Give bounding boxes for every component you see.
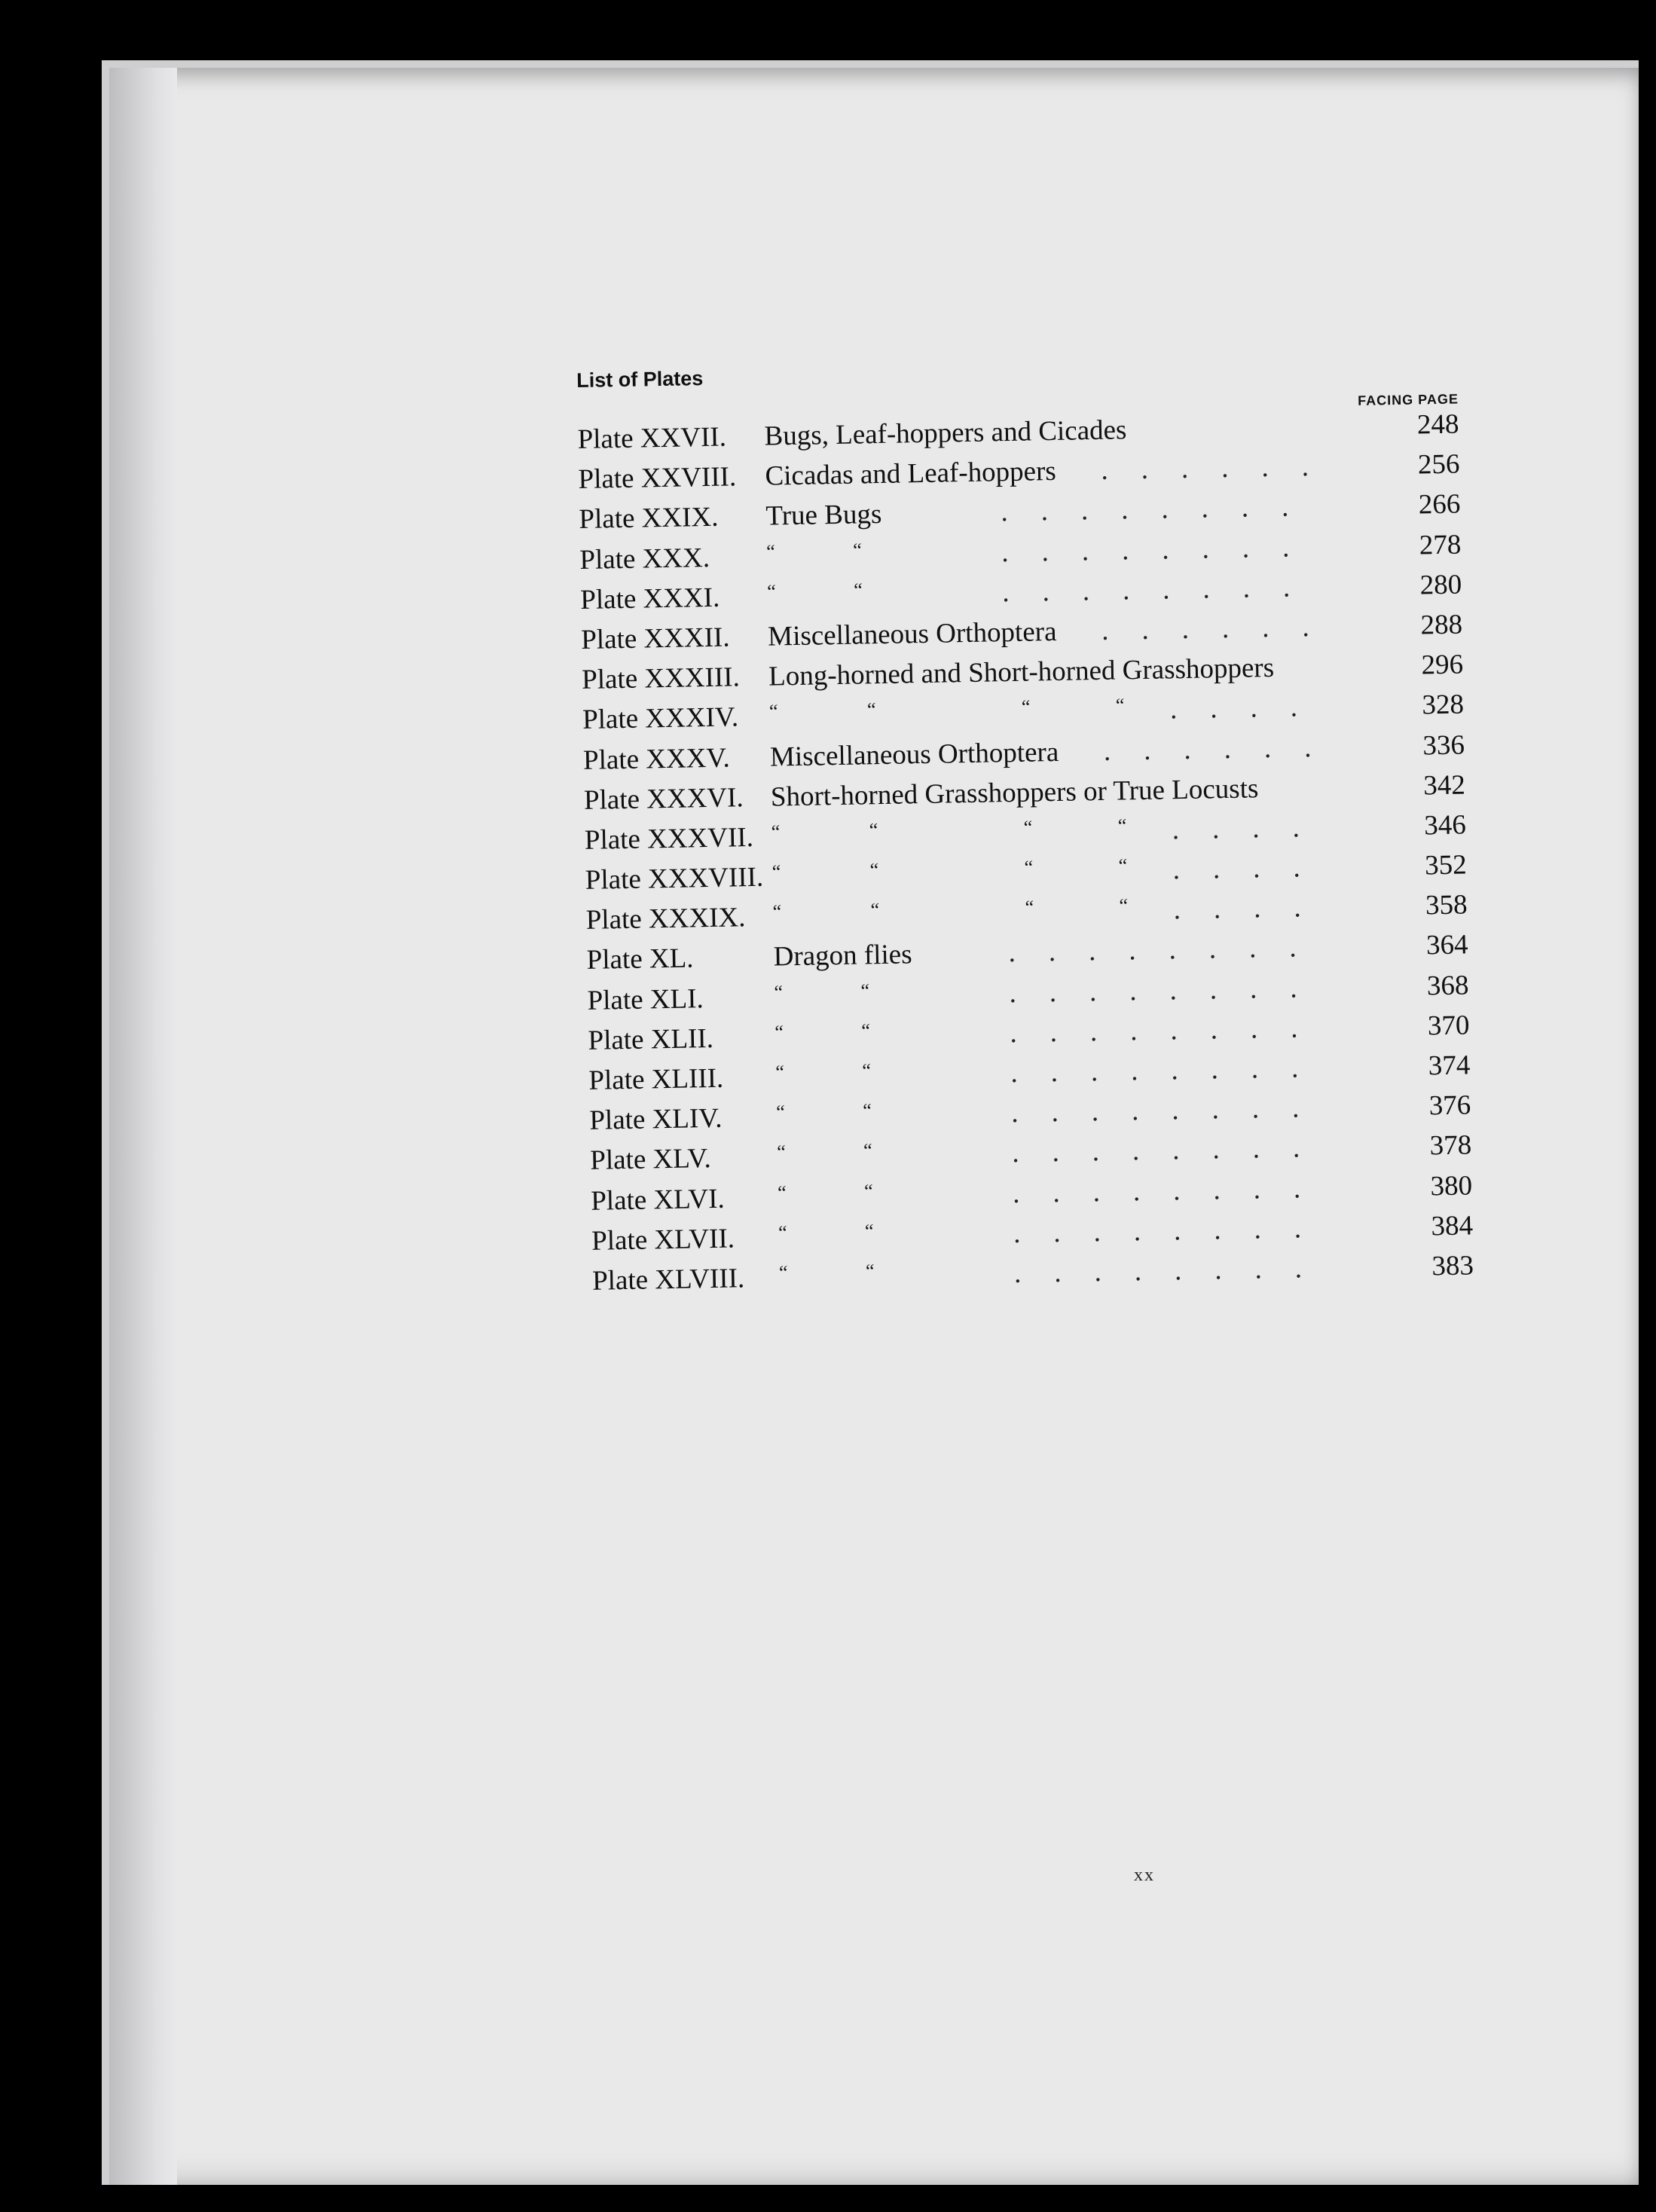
dot-leader: ........ [1013, 1252, 1336, 1289]
dot-leader: ........ [1011, 1132, 1334, 1169]
plate-number: Plate XXXVIII. [585, 861, 764, 896]
plate-number: Plate XLI. [587, 982, 704, 1016]
facing-page-number: 358 [1425, 889, 1468, 921]
dot-leader: ...... [1101, 611, 1343, 646]
list-of-plates [576, 352, 1556, 1297]
facing-page-number: 352 [1424, 849, 1468, 881]
facing-page-number: 374 [1428, 1049, 1471, 1082]
plate-number: Plate XXXIII. [581, 661, 741, 696]
plate-number: Plate XLVI. [590, 1183, 726, 1217]
ditto-mark: “ [1024, 856, 1034, 878]
ditto-mark: “ [1115, 694, 1125, 716]
dot-leader: ...... [1101, 451, 1343, 487]
dot-leader: ........ [1001, 491, 1322, 528]
ditto-mark: “ [861, 1019, 871, 1042]
dot-leader: .... [1173, 891, 1334, 926]
ditto-mark: “ [860, 979, 870, 1002]
ditto-mark: “ [866, 698, 876, 721]
facing-page-number: 288 [1420, 609, 1463, 641]
facing-page-number: 380 [1430, 1169, 1473, 1202]
ditto-mark: “ [771, 860, 781, 883]
plate-number: Plate XLVIII. [591, 1263, 745, 1297]
plate-description: Short-horned Grasshoppers or True Locusts [770, 772, 1259, 813]
plate-number: Plate XLII. [588, 1022, 714, 1056]
plate-description: Bugs, Leaf-hoppers and Cicades [764, 414, 1127, 452]
facing-page-number: 266 [1418, 488, 1461, 521]
plate-number: Plate XXVIII. [578, 461, 737, 496]
plate-description: Miscellaneous Orthoptera [769, 736, 1059, 773]
plate-description: True Bugs [765, 499, 882, 533]
ditto-mark: “ [766, 539, 776, 563]
ditto-mark: “ [778, 1221, 787, 1244]
ditto-mark: “ [864, 1220, 874, 1242]
facing-page-number: 384 [1431, 1210, 1474, 1242]
facing-page-number: 248 [1416, 408, 1459, 441]
plate-number: Plate XLIV. [589, 1102, 723, 1137]
ditto-mark: “ [1023, 816, 1033, 839]
dot-leader: .... [1172, 811, 1334, 846]
plate-number: Plate XXXV. [582, 742, 730, 776]
facing-page-number: 328 [1422, 689, 1465, 721]
dot-leader: ........ [1008, 932, 1330, 969]
plate-description: Cicadas and Leaf-hoppers [765, 456, 1057, 492]
ditto-mark: “ [768, 700, 778, 723]
ditto-mark: “ [862, 1099, 872, 1122]
ditto-mark: “ [869, 818, 878, 842]
dot-leader: ...... [1103, 731, 1345, 767]
facing-page-number: 296 [1421, 649, 1464, 681]
plates-list [577, 408, 1474, 1305]
ditto-mark: “ [771, 820, 781, 843]
ditto-mark: “ [772, 900, 782, 923]
facing-page-number: 378 [1429, 1129, 1472, 1162]
facing-page-number: 370 [1427, 1010, 1470, 1042]
plate-number: Plate XXXI. [579, 582, 720, 616]
facing-page-number: 278 [1419, 529, 1462, 561]
plate-number: Plate XXIX. [579, 502, 719, 536]
ditto-mark: “ [1025, 896, 1034, 918]
plate-number: Plate XXXIV. [582, 701, 739, 736]
dot-leader: .... [1172, 851, 1334, 886]
ditto-mark: “ [870, 899, 880, 921]
dot-leader: .... [1169, 691, 1331, 726]
ditto-mark: “ [869, 859, 879, 881]
page-folio: xx [1134, 1865, 1155, 1885]
plate-number: Plate XXXVI. [583, 781, 744, 816]
dot-leader: ........ [1009, 972, 1331, 1009]
plate-description: Long-horned and Short-horned Grasshoppers [768, 652, 1275, 692]
ditto-mark: “ [775, 1101, 786, 1123]
plate-number: Plate XXX. [579, 542, 710, 576]
dot-leader: ........ [1010, 1052, 1332, 1089]
plate-description: Dragon flies [773, 939, 912, 973]
facing-page-number: 336 [1422, 729, 1465, 761]
facing-page-number: 280 [1419, 569, 1462, 601]
facing-page-number: 368 [1426, 970, 1469, 1002]
plate-number: Plate XLV. [589, 1143, 712, 1177]
plate-number: Plate XXVII. [577, 421, 727, 455]
ditto-mark: “ [1117, 814, 1127, 837]
ditto-mark: “ [1119, 894, 1129, 917]
scanned-page [102, 60, 1639, 2185]
ditto-mark: “ [777, 1181, 787, 1204]
ditto-mark: “ [774, 980, 784, 1004]
plate-description: Miscellaneous Orthoptera [767, 616, 1057, 652]
page-title: List of Plates [576, 367, 704, 392]
dot-leader: ........ [1010, 1012, 1331, 1049]
ditto-mark: “ [863, 1179, 873, 1202]
facing-page-number: 342 [1422, 769, 1466, 802]
ditto-mark: “ [778, 1261, 788, 1284]
dot-leader: ........ [1012, 1172, 1334, 1209]
ditto-mark: “ [862, 1059, 872, 1082]
facing-page-number: 376 [1428, 1089, 1471, 1122]
ditto-mark: “ [766, 580, 776, 603]
ditto-mark: “ [776, 1141, 786, 1163]
plate-number: Plate XXXVII. [584, 821, 754, 856]
dot-leader: ........ [1010, 1092, 1333, 1129]
plate-number: Plate XXXIX. [585, 902, 746, 936]
ditto-mark: “ [775, 1021, 784, 1043]
facing-page-label: FACING PAGE [1358, 391, 1459, 408]
ditto-mark: “ [852, 538, 863, 561]
ditto-mark: “ [865, 1260, 875, 1282]
ditto-mark: “ [775, 1061, 785, 1083]
dot-leader: ........ [1001, 531, 1323, 568]
facing-page-number: 364 [1425, 929, 1468, 961]
plate-number: Plate XLVII. [591, 1223, 735, 1257]
plate-number: Plate XXXII. [580, 622, 730, 655]
facing-page-number: 256 [1417, 448, 1460, 481]
page-gutter-shadow [109, 68, 177, 2185]
facing-page-number: 383 [1431, 1250, 1474, 1282]
ditto-mark: “ [853, 579, 863, 601]
ditto-mark: “ [1021, 695, 1031, 719]
plate-number: Plate XL. [586, 943, 694, 976]
dot-leader: ........ [1001, 571, 1324, 608]
plate-number: Plate XLIII. [588, 1062, 724, 1096]
ditto-mark: “ [1118, 854, 1128, 877]
ditto-mark: “ [863, 1139, 872, 1162]
dot-leader: ........ [1013, 1212, 1335, 1249]
facing-page-number: 346 [1423, 809, 1467, 842]
